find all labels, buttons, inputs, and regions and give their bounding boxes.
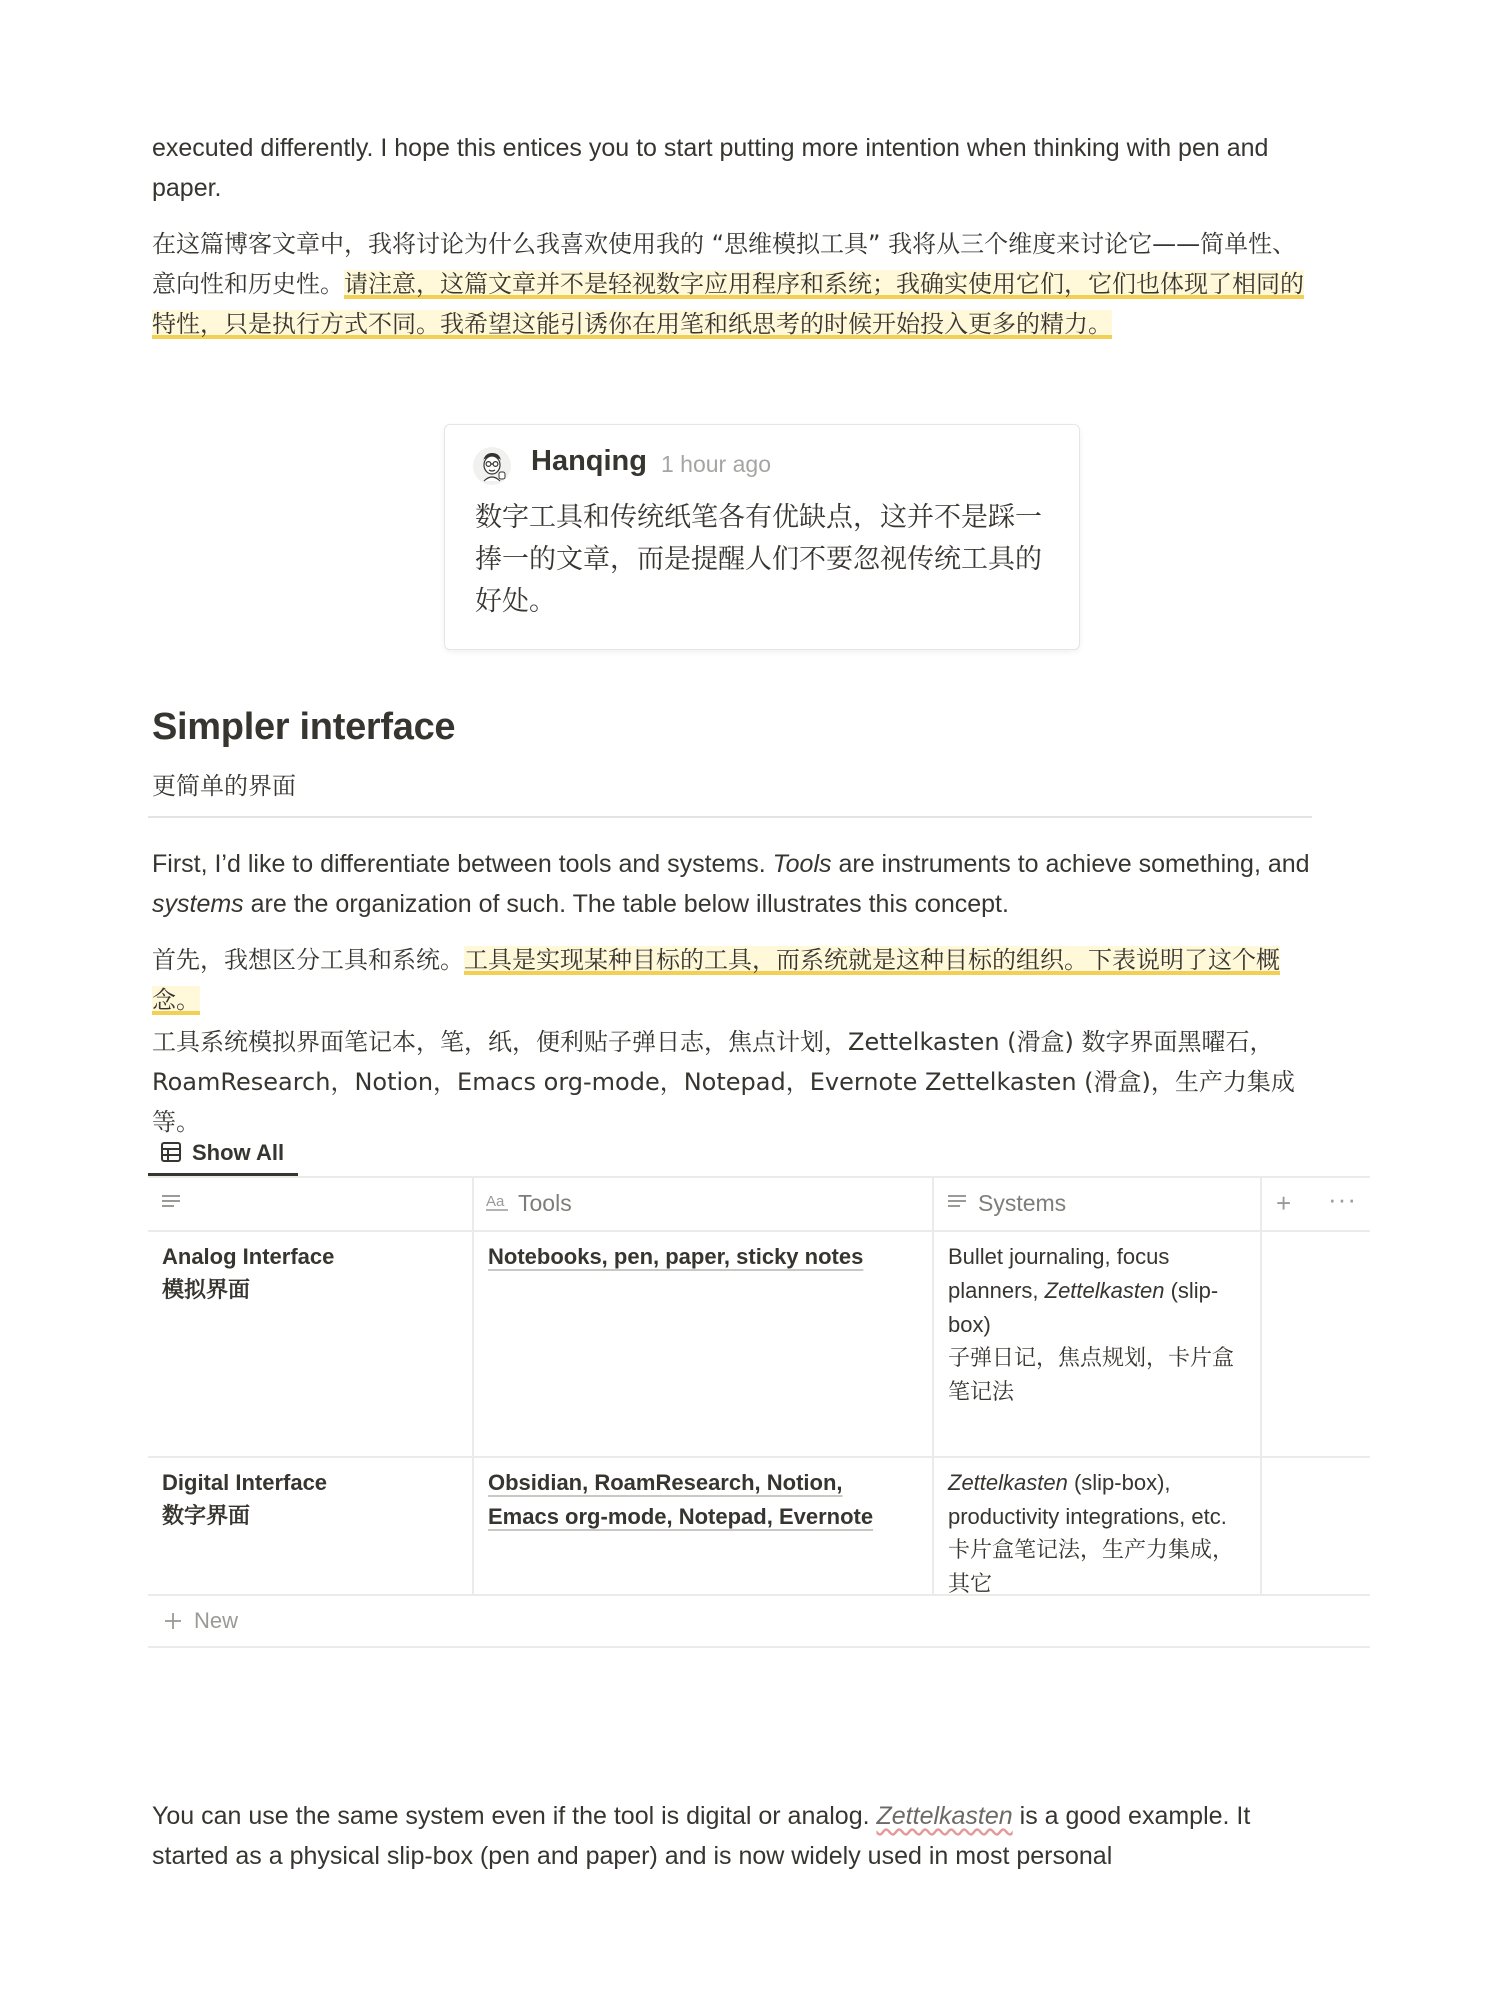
- text-run-italic: Zettelkasten: [1044, 1278, 1165, 1303]
- table-row-cell-systems[interactable]: [948, 1466, 1248, 1602]
- table-row-cell-tools[interactable]: [488, 1466, 918, 1534]
- comment-timestamp: 1 hour ago: [661, 451, 771, 477]
- table-border: [148, 1230, 1370, 1232]
- column-divider: [932, 1176, 934, 1594]
- zh-plain: 首先，我想区分工具和系统。: [152, 946, 464, 974]
- comment-card[interactable]: [444, 424, 1080, 650]
- table-row-cell-name[interactable]: [162, 1466, 462, 1534]
- text-lines-icon: [160, 1192, 182, 1212]
- column-header-systems-label: Systems: [978, 1190, 1067, 1216]
- comment-body: 数字工具和传统纸笔各有优缺点，这并不是踩一捧一的文章，而是提醒人们不要忽视传统工具的好处。: [475, 502, 1042, 617]
- zh-highlight[interactable]: 工具是实现某种目标的工具，而系统就是这种目标的组织。下表说明了这个概念。: [152, 946, 1280, 1014]
- text-run: (slip-box): [948, 1278, 1219, 1337]
- title-aa-icon: [486, 1192, 510, 1212]
- table-summary-zh: 工具系统模拟界面笔记本，笔，纸，便利贴子弹日志，焦点计划，Zettelkasten (滑盒) 数字界面黑曜石，RoamResearch，Notion，Emacs org-mode，Notepad，Evernote Zettelkasten (滑盒)，生产力集成等。: [152, 1028, 1295, 1136]
- column-header-tools-label: Tools: [518, 1190, 572, 1216]
- intro-paragraph-zh: [152, 224, 1312, 344]
- closing-paragraph: [152, 1796, 1332, 1876]
- avatar-icon[interactable]: [473, 447, 511, 485]
- intro-zh-highlight[interactable]: 请注意，这篇文章并不是轻视数字应用程序和系统；我确实使用它们，它们也体现了相同的特性，只是执行方式不同。我希望这能引诱你在用笔和纸思考的时候开始投入更多的精力。: [152, 270, 1304, 338]
- more-icon[interactable]: ···: [1328, 1184, 1357, 1214]
- view-tab-show-all[interactable]: [148, 1138, 298, 1176]
- column-divider: [1260, 1176, 1262, 1594]
- table-row-cell-tools[interactable]: [488, 1240, 918, 1274]
- text-run: are the organization of such. The table below illustrates this concept.: [243, 890, 1009, 918]
- table-row-cell-systems[interactable]: [948, 1240, 1248, 1410]
- table-border: [148, 1646, 1370, 1648]
- intro-paragraph-en: executed differently. I hope this entices you to start putting more intention when thinking with pen and paper.: [152, 134, 1269, 202]
- systems-value: [948, 1466, 1248, 1534]
- table-border: [148, 1456, 1370, 1458]
- text-run: Bullet journaling, focus planners,: [948, 1244, 1170, 1303]
- text-run-italic: Tools: [772, 850, 832, 878]
- zettelkasten-link[interactable]: Zettelkasten: [876, 1802, 1013, 1830]
- intro-zh-plain: 在这篇博客文章中，我将讨论为什么我喜欢使用我的 “思维模拟工具” 我将从三个维度来讨论它——简单性、意向性和历史性。: [152, 230, 1297, 298]
- tools-value: Notebooks, pen, paper, sticky notes: [488, 1244, 864, 1269]
- column-divider: [472, 1176, 474, 1594]
- row-name-en: Digital Interface: [162, 1470, 328, 1495]
- database-table: [148, 1176, 1370, 1654]
- text-run: First, I’d like to differentiate between tools and systems.: [152, 850, 773, 878]
- text-run-italic: Zettelkasten: [948, 1470, 1068, 1495]
- table-icon: [160, 1141, 182, 1163]
- systems-value-zh: 子弹日记，焦点规划，卡片盒笔记法: [948, 1346, 1235, 1405]
- text-lines-icon: [946, 1192, 968, 1212]
- svg-text:Aa: Aa: [486, 1193, 505, 1210]
- add-column-plus-icon[interactable]: +: [1276, 1188, 1292, 1218]
- systems-value: [948, 1240, 1248, 1342]
- row-name-zh: 模拟界面: [162, 1278, 251, 1303]
- add-row-label: New: [194, 1608, 239, 1633]
- tools-systems-paragraph-en: [152, 844, 1322, 924]
- row-name-en: Analog Interface: [162, 1244, 335, 1269]
- tools-systems-paragraph-zh: [152, 940, 1312, 1020]
- systems-value-zh: 卡片盒笔记法，生产力集成，其它: [948, 1538, 1235, 1597]
- plus-icon: [162, 1610, 184, 1632]
- section-subheading: 更简单的界面: [152, 772, 296, 800]
- table-row-cell-name[interactable]: [162, 1240, 462, 1308]
- comment-author[interactable]: Hanqing: [531, 445, 647, 477]
- text-run: are instruments to achieve something, and: [831, 850, 1310, 878]
- view-tab-label: Show All: [192, 1140, 285, 1165]
- table-border: [148, 1176, 1370, 1178]
- row-name-zh: 数字界面: [162, 1504, 251, 1529]
- text-run: is a good example. It started as a physical slip-box (pen and paper) and is now widely used in most personal: [152, 1802, 1251, 1870]
- text-run: You can use the same system even if the tool is digital or analog.: [152, 1802, 877, 1830]
- tools-value: Obsidian, RoamResearch, Notion, Emacs org-mode, Notepad, Evernote: [488, 1470, 874, 1529]
- text-run-italic: systems: [152, 890, 244, 918]
- section-heading: Simpler interface: [152, 706, 456, 748]
- text-run: (slip-box), productivity integrations, etc.: [948, 1470, 1227, 1529]
- divider: [148, 816, 1312, 818]
